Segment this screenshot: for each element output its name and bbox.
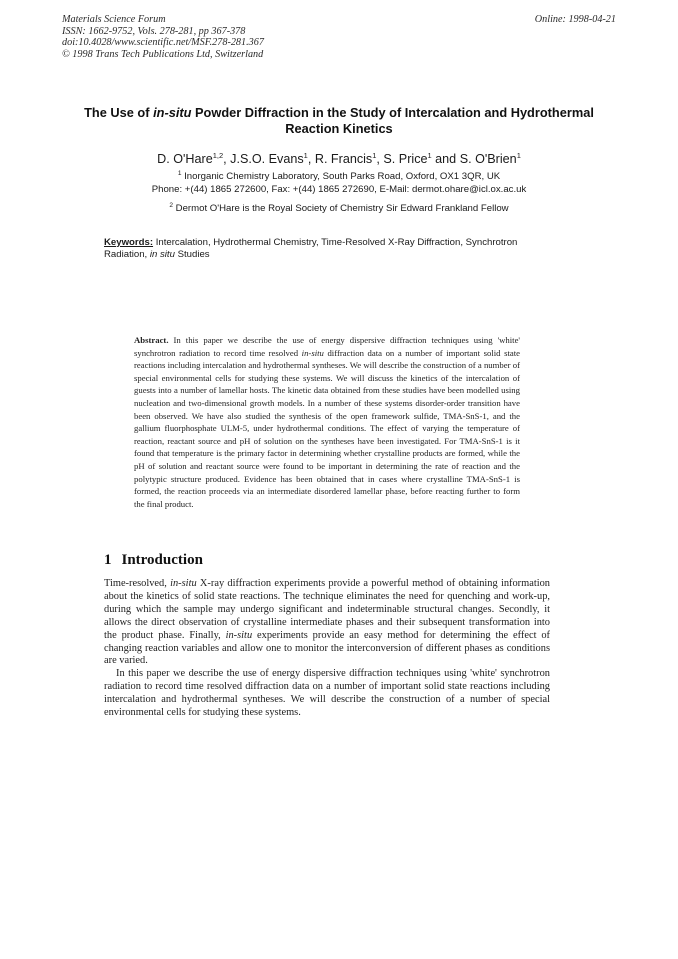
affiliation-1-text: Inorganic Chemistry Laboratory, South Parks Road, Oxford, OX1 3QR, UK <box>181 171 501 183</box>
author-sup: 1 <box>303 151 308 160</box>
author-sup: 1 <box>516 151 521 160</box>
author-and: and <box>431 152 460 167</box>
author-name: D. O'Hare <box>157 152 213 167</box>
author-sup: 1 <box>372 151 377 160</box>
author-separator: , <box>223 152 231 167</box>
abstract-text-1: In this paper we describe the use of energy dispersive diffraction techniques using 'white' synchrotron radiation to record time resolved <box>134 335 520 358</box>
intro-p1-c: experiments provide an easy method for determining the effect of changing reaction variables and allow one to monitor the interconversion of different phases as conditions are varied. <box>104 629 551 667</box>
author-sup: 1 <box>427 151 432 160</box>
issn-line: ISSN: 1662-9752, Vols. 278-281, pp 367-378 <box>62 25 246 37</box>
intro-paragraph-1 <box>104 578 550 668</box>
affiliation-2 <box>60 200 618 215</box>
copyright-line: © 1998 Trans Tech Publications Ltd, Switzerland <box>62 48 264 60</box>
keywords-text: Intercalation, Hydrothermal Chemistry, Time-Resolved X-Ray Diffraction, Synchrotron Radiation, <box>104 237 518 260</box>
title-italic: in-situ <box>153 105 192 120</box>
section-heading <box>104 552 203 569</box>
journal-name: Materials Science Forum <box>62 14 166 25</box>
author-separator: , <box>307 152 315 167</box>
section-title: Introduction <box>121 552 203 568</box>
author-name: S. Price <box>383 152 428 167</box>
intro-p1-italic-2: in-situ <box>225 629 253 641</box>
abstract-italic: in-situ <box>301 347 324 358</box>
intro-paragraph-2: In this paper we describe the use of energy dispersive diffraction techniques using 'white' synchrotron radiation to record time resolved diffraction data on a number of important solid state reactions including intercalation and hydrothermal syntheses. We will describe the construction of a number of special environmental cells for studying these systems. <box>104 668 550 719</box>
online-date: Online: 1998-04-21 <box>534 14 616 25</box>
intro-p1-b: X-ray diffraction experiments provide a powerful method of obtaining information about the kinetics of solid state reactions. The technique eliminates the need for quenching and work-up, during which the sample may undergo significant and indeterminable structural changes. Secondly, it allows the direct observation of crystalline intermediate phases and their subsequent transformation into the product phase. Finally, <box>104 578 551 641</box>
author-list <box>60 148 618 167</box>
author-sup: 1,2 <box>212 151 224 160</box>
affiliation-1 <box>60 168 618 183</box>
title-post: Powder Diffraction in the Study of Intercalation and Hydrothermal Reaction Kinetics <box>191 105 594 136</box>
introduction-body <box>104 578 550 720</box>
abstract-block <box>134 334 520 510</box>
section-number: 1 <box>104 552 112 568</box>
doi-line: doi:10.4028/www.scientific.net/MSF.278-281.367 <box>62 37 264 49</box>
keywords-label: Keywords: <box>104 237 154 248</box>
contact-line: Phone: +(44) 1865 272600, Fax: +(44) 1865 272690, E-Mail: dermot.ohare@icl.ox.ac.uk <box>151 184 527 195</box>
abstract-text-2: diffraction data on a number of important solid state reactions including intercalation and hydrothermal syntheses. We will describe the construction of a number of special environmental cells for studying these systems. We will discuss the kinetics of the intercalation of guests into a number of lamellar hosts. The kinetic data obtained from these studies have been modelled using nucleation and two-dimensional growth models. In a number of these systems disorder-order transition have been observed. We have also studied the synthesis of the open framework sulfide, TMA-SnS-1, and the gallium fluorphosphate ULM-5, under hydrothermal conditions. The effect of varying the temperature of reaction, reactant source and pH of solution on the syntheses have been investigated. For TMA-SnS-1 is it found that temperature is the primary factor in determining whether crystalline products are formed, while the pH of solution and reactant source were found to be important in determining the rate of reaction and the polytypic structure produced. Evidence has been obtained that in cases where crystalline TMA-SnS-1 is formed, the reaction proceeds via an intermediate disordered lamellar phase, before reacting further to form the final product. <box>134 347 520 509</box>
title-pre: The Use of <box>84 105 154 120</box>
author-separator: , <box>376 152 384 167</box>
author-name: R. Francis <box>314 152 373 167</box>
paper-title <box>80 105 598 136</box>
affiliation-2-text: Dermot O'Hare is the Royal Society of Chemistry Sir Edward Frankland Fellow <box>173 203 509 215</box>
affiliation-2-sup: 2 <box>169 202 173 209</box>
intro-p1-italic-1: in-situ <box>170 578 197 589</box>
author-name: J.S.O. Evans <box>230 152 304 167</box>
author-name: S. O'Brien <box>459 152 517 167</box>
keywords-italic: in situ <box>149 248 175 260</box>
keywords-block <box>104 237 556 260</box>
publication-meta <box>62 14 264 60</box>
affiliation-1-sup: 1 <box>177 170 182 177</box>
abstract-label: Abstract. <box>134 335 169 345</box>
intro-p1-a: Time-resolved, <box>104 578 171 589</box>
keywords-tail: Studies <box>174 248 210 260</box>
